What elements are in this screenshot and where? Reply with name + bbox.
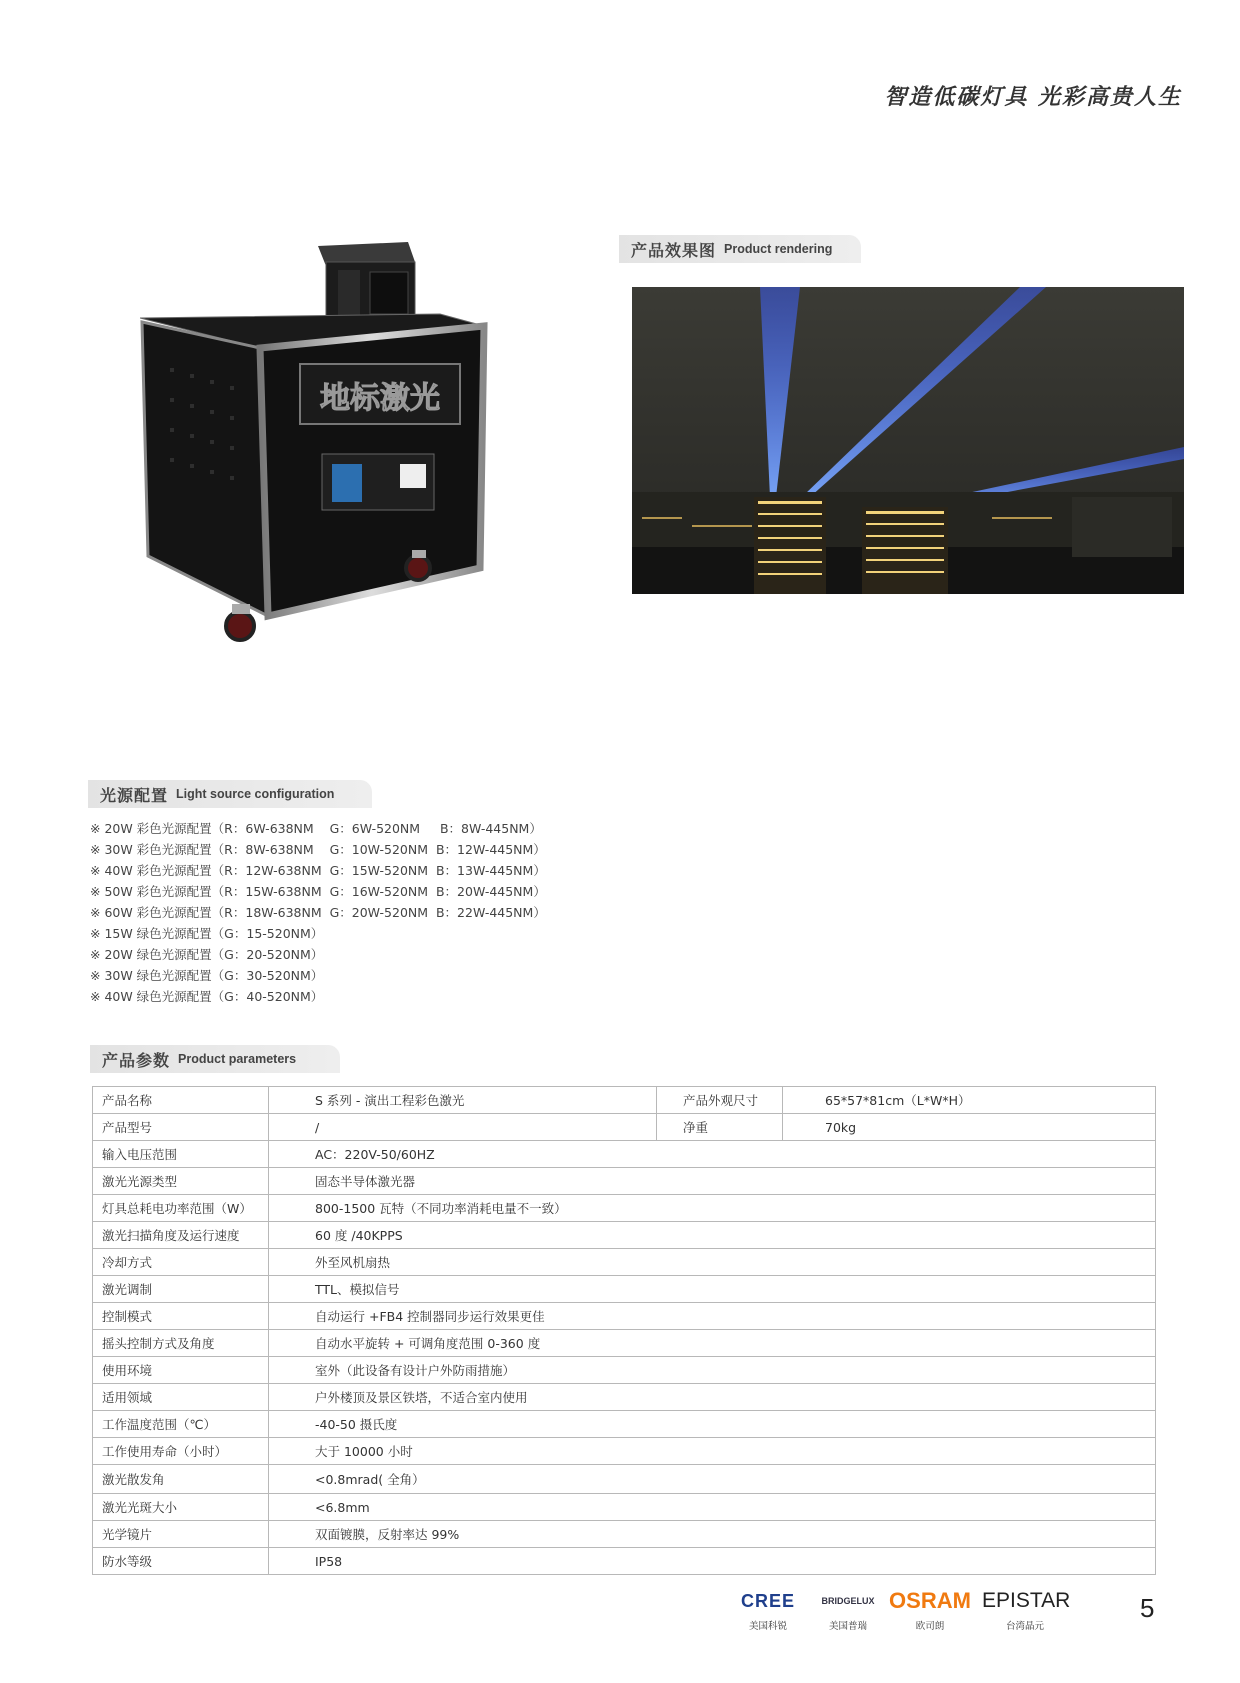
bridgelux-logo: BRIDGELUX: [821, 1596, 875, 1606]
param-label: 激光调制: [93, 1276, 269, 1303]
light-source-list: [90, 818, 546, 1007]
product-rendering-photo: [632, 287, 1184, 594]
param-value: /: [269, 1114, 657, 1141]
param-value: -40-50 摄氏度: [269, 1411, 1156, 1438]
param-value: 大于 10000 小时: [269, 1438, 1156, 1465]
param-value: AC：220V-50/60HZ: [269, 1141, 1156, 1168]
param-value: 户外楼顶及景区铁塔，不适合室内使用: [269, 1384, 1156, 1411]
device-panel-label: 地标激光: [320, 381, 440, 416]
param-value: <6.8mm: [269, 1494, 1156, 1521]
param-label: 光学镜片: [93, 1521, 269, 1548]
param-label: 控制模式: [93, 1303, 269, 1330]
rendering-title-zh: 产品效果图: [631, 240, 717, 260]
brand-caption: 台湾晶元: [1005, 1621, 1044, 1632]
param-label: 适用领域: [93, 1384, 269, 1411]
light-source-title-zh: 光源配置: [100, 785, 169, 805]
brand-caption: 美国科锐: [748, 1621, 787, 1632]
laser-device-image: [140, 238, 520, 688]
table-row: [93, 1276, 1156, 1303]
epistar-logo: EPISTAR: [982, 1589, 1071, 1612]
light-source-item: ※ 40W 彩色光源配置（R：12W-638NM G：15W-520NM B：13W-445NM）: [90, 863, 546, 878]
param-label: 激光散发角: [93, 1465, 269, 1494]
brand-bridgelux: [820, 1588, 876, 1632]
param-value: 800-1500 瓦特（不同功率消耗电量不一致）: [269, 1195, 1156, 1222]
param-value: IP58: [269, 1548, 1156, 1575]
table-row: [93, 1249, 1156, 1276]
param-value: 室外（此设备有设计户外防雨措施）: [269, 1357, 1156, 1384]
param-value: 外至风机扇热: [269, 1249, 1156, 1276]
table-row: [93, 1114, 1156, 1141]
table-row: [93, 1384, 1156, 1411]
table-row: [93, 1087, 1156, 1114]
cree-logo: CREE: [740, 1591, 795, 1611]
brand-caption: 欧司朗: [915, 1621, 945, 1632]
param-label: 激光扫描角度及运行速度: [93, 1222, 269, 1249]
param-label: 防水等级: [93, 1548, 269, 1575]
param-label: 工作温度范围（℃）: [93, 1411, 269, 1438]
light-source-item: ※ 50W 彩色光源配置（R：15W-638NM G：16W-520NM B：20W-445NM）: [90, 884, 546, 899]
param-label: 冷却方式: [93, 1249, 269, 1276]
osram-logo: OSRAM: [889, 1588, 971, 1613]
param-value: 自动运行 +FB4 控制器同步运行效果更佳: [269, 1303, 1156, 1330]
brand-osram: [886, 1588, 974, 1632]
param-label: 净重: [657, 1114, 783, 1141]
params-section-tag: [90, 1045, 340, 1073]
page-number: 5: [1140, 1593, 1155, 1623]
param-label: 工作使用寿命（小时）: [93, 1438, 269, 1465]
param-value: 自动水平旋转 + 可调角度范围 0-360 度: [269, 1330, 1156, 1357]
brand-cree: [732, 1588, 804, 1632]
param-label: 激光光斑大小: [93, 1494, 269, 1521]
param-label: 输入电压范围: [93, 1141, 269, 1168]
rendering-title-en: Product rendering: [724, 242, 833, 256]
param-value: 60 度 /40KPPS: [269, 1222, 1156, 1249]
param-value: 70kg: [783, 1114, 1156, 1141]
light-source-title-en: Light source configuration: [176, 787, 335, 801]
param-label: 产品名称: [93, 1087, 269, 1114]
table-row: [93, 1465, 1156, 1494]
brand-caption: 美国普瑞: [828, 1621, 867, 1632]
param-value: S 系列 - 演出工程彩色激光: [269, 1087, 657, 1114]
table-row: [93, 1438, 1156, 1465]
param-value: 65*57*81cm（L*W*H）: [783, 1087, 1156, 1114]
table-row: [93, 1303, 1156, 1330]
table-row: [93, 1168, 1156, 1195]
param-value: 双面镀膜，反射率达 99%: [269, 1521, 1156, 1548]
light-source-item: ※ 60W 彩色光源配置（R：18W-638NM G：20W-520NM B：22W-445NM）: [90, 905, 546, 920]
light-source-item: ※ 40W 绿色光源配置（G：40-520NM）: [90, 989, 324, 1004]
table-row: [93, 1494, 1156, 1521]
light-source-item: ※ 30W 彩色光源配置（R：8W-638NM G：10W-520NM B：12W-445NM）: [90, 842, 546, 857]
table-row: [93, 1141, 1156, 1168]
param-label: 使用环境: [93, 1357, 269, 1384]
light-source-section-tag: [88, 780, 372, 808]
table-row: [93, 1411, 1156, 1438]
table-row: [93, 1222, 1156, 1249]
params-table: [92, 1086, 1156, 1575]
table-row: [93, 1548, 1156, 1575]
table-row: [93, 1521, 1156, 1548]
brand-logos: [732, 1588, 1072, 1638]
brand-epistar: [982, 1588, 1071, 1632]
param-label: 摇头控制方式及角度: [93, 1330, 269, 1357]
table-row: [93, 1357, 1156, 1384]
param-label: 激光光源类型: [93, 1168, 269, 1195]
light-source-item: ※ 30W 绿色光源配置（G：30-520NM）: [90, 968, 324, 983]
table-row: [93, 1330, 1156, 1357]
light-source-item: ※ 20W 绿色光源配置（G：20-520NM）: [90, 947, 324, 962]
param-label: 产品外观尺寸: [657, 1087, 783, 1114]
param-label: 灯具总耗电功率范围（W）: [93, 1195, 269, 1222]
rendering-section-tag: [619, 235, 861, 263]
params-title-zh: 产品参数: [102, 1050, 171, 1070]
light-source-item: ※ 15W 绿色光源配置（G：15-520NM）: [90, 926, 324, 941]
params-title-en: Product parameters: [178, 1052, 297, 1066]
light-source-item: ※ 20W 彩色光源配置（R：6W-638NM G：6W-520NM B：8W-445NM）: [90, 821, 542, 836]
param-value: <0.8mrad( 全角）: [269, 1465, 1156, 1494]
table-row: [93, 1195, 1156, 1222]
param-value: 固态半导体激光器: [269, 1168, 1156, 1195]
param-label: 产品型号: [93, 1114, 269, 1141]
param-value: TTL、模拟信号: [269, 1276, 1156, 1303]
header-slogan: 智造低碳灯具 光彩高贵人生: [884, 84, 1182, 110]
